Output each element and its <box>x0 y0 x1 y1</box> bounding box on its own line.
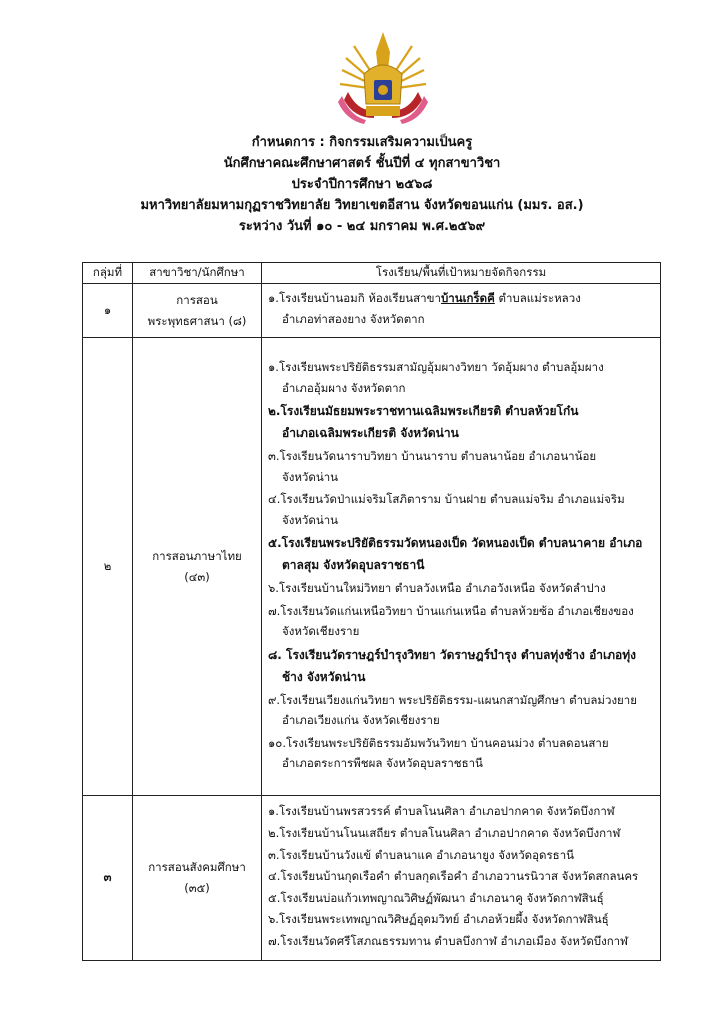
school-location-cont: อำเภอท่าสองยาง จังหวัดตาก <box>282 311 425 326</box>
list-item <box>268 601 656 642</box>
list-item: ๕.โรงเรียนบ่อแก้วเทพญาณวิศิษฏ์พัฒนา อำเภอนาคู จังหวัดกาฬสินธุ์ <box>268 890 604 905</box>
subject-name: การสอน <box>176 292 218 307</box>
subject-name: การสอนภาษาไทย <box>152 548 242 563</box>
header-academic-year: ประจำปีการศึกษา ๒๕๖๘ <box>291 177 433 192</box>
school-line: ๓.โรงเรียนวัดนาราบวิทยา บ้านนาราบ ตำบลนาน้อย อำเภอนาน้อย <box>268 449 597 464</box>
school-line-cont: ตาลสุม จังหวัดอุบลราชธานี <box>282 558 425 573</box>
school-line: ๕.โรงเรียนพระปริยัติธรรมวัดหนองเป็ด วัดหนองเป็ด ตำบลนาคาย อำเภอ <box>268 536 643 551</box>
table-row <box>83 338 661 796</box>
list-item <box>268 446 656 487</box>
group-number: ๒ <box>83 338 133 796</box>
school-line: ๖.โรงเรียนบ้านใหม่วิทยา ตำบลวังเหนือ อำเภอวังเหนือ จังหวัดลำปาง <box>268 581 606 596</box>
school-line: ๑๐.โรงเรียนพระปริยัติธรรมอัมพวันวิทยา บ้านคอนม่วง ตำบลดอนสาย <box>268 735 609 750</box>
school-location: ตำบลแม่ระหลวง <box>494 291 581 305</box>
school-line: ๘. โรงเรียนวัดราษฎร์บำรุงวิทยา วัดราษฎร์บำรุง ตำบลทุ่งช้าง อำเภอทุ่ง <box>268 647 636 662</box>
school-line-cont: อำเภอตระการพืชผล จังหวัดอุบลราชธานี <box>282 756 483 771</box>
school-line: ๙.โรงเรียนเวียงแก่นวิทยา พระปริยัติธรรม-แผนกสามัญศึกษา ตำบลม่วงยาย <box>268 692 637 707</box>
university-emblem-icon <box>334 30 432 126</box>
table-row <box>83 796 661 961</box>
list-item <box>268 288 656 329</box>
schedule-table <box>82 262 661 961</box>
emblem-core <box>378 85 388 95</box>
list-item <box>268 578 656 599</box>
school-line-cont: อำเภอเวียงแก่น จังหวัดเชียงราย <box>282 713 440 728</box>
list-item: ๔.โรงเรียนบ้านกุดเรือคำ ตำบลกุดเรือคำ อำเภอวานรนิวาส จังหวัดสกลนคร <box>268 869 639 884</box>
group-number: ๓ <box>83 796 133 961</box>
group-number: ๑ <box>83 284 133 338</box>
school-line: ๔.โรงเรียนวัดป่าแม่จริมโสภิตาราม บ้านฝาย ตำบลแม่จริม อำเภอแม่จริม <box>268 492 625 507</box>
list-item <box>268 357 656 398</box>
table-header-row <box>83 263 661 284</box>
school-line: ๒.โรงเรียนมัธยมพระราชทานเฉลิมพระเกียรติ ตำบลห้วยโก๋น <box>268 404 579 419</box>
subject-count: (๔๓) <box>184 569 210 584</box>
list-item <box>268 489 656 530</box>
header-target-schools: โรงเรียน/พื้นที่เป้าหมายจัดกิจกรรม <box>262 263 661 284</box>
school-line-cont: ช้าง จังหวัดน่าน <box>282 669 366 684</box>
subject-name: การสอนสังคมศึกษา <box>148 860 246 874</box>
branch-name: บ้านเกร็ดคี <box>440 291 495 305</box>
list-item: ๒.โรงเรียนบ้านโนนเสถียร ตำบลโนนศิลา อำเภอปากคาด จังหวัดบึงกาฬ <box>268 826 621 841</box>
header-title: กำหนดการ : กิจกรรมเสริมความเป็นครู <box>251 135 473 150</box>
school-list <box>262 338 661 796</box>
subject-count: (๓๕) <box>184 881 210 895</box>
emblem-spire <box>376 32 390 70</box>
header-students: นักศึกษาคณะศึกษาศาสตร์ ชั้นปีที่ ๔ ทุกสาขาวิชา <box>223 156 501 171</box>
list-item <box>268 400 656 444</box>
school-line-cont: จังหวัดน่าน <box>282 469 339 484</box>
emblem-base <box>366 106 400 116</box>
school-line-cont: จังหวัดเชียงราย <box>282 624 360 639</box>
list-item: ๗.โรงเรียนวัดศรีโสภณธรรมทาน ตำบลบึงกาฬ อำเภอเมือง จังหวัดบึงกาฬ <box>268 933 628 948</box>
list-item <box>268 690 656 731</box>
school-name: ๑.โรงเรียนบ้านอมกิ ห้องเรียนสาขา <box>268 291 441 305</box>
school-list <box>262 796 661 961</box>
table-row <box>83 284 661 338</box>
school-line-cont: จังหวัดน่าน <box>282 512 339 527</box>
subject-cell <box>133 338 262 796</box>
school-line: ๗.โรงเรียนวัดแก่นเหนือวิทยา บ้านแก่นเหนือ ตำบลห้วยซ้อ อำเภอเชียงของ <box>268 603 634 618</box>
header-group: กลุ่มที่ <box>83 263 133 284</box>
school-line-cont: อำเภออุ้มผาง จังหวัดตาก <box>282 380 406 395</box>
list-item: ๓.โรงเรียนบ้านวังแข้ ตำบลนาแค อำเภอนายูง จังหวัดอุดรธานี <box>268 847 575 862</box>
header-date-range: ระหว่าง วันที่ ๑๐ - ๒๔ มกราคม พ.ศ.๒๕๖๙ <box>238 219 486 234</box>
header-subject: สาขาวิชา/นักศึกษา <box>133 263 262 284</box>
subject-cell <box>133 284 262 338</box>
header-university: มหาวิทยาลัยมหามกุฏราชวิทยาลัย วิทยาเขตอีสาน จังหวัดขอนแก่น (มมร. อส.) <box>140 198 584 213</box>
school-line: ๑.โรงเรียนพระปริยัติธรรมสามัญอุ้มผางวิทยา วัดอุ้มผาง ตำบลอุ้มผาง <box>268 360 604 375</box>
subject-cell <box>133 796 262 961</box>
list-item <box>268 733 656 774</box>
list-item: ๖.โรงเรียนพระเทพญาณวิศิษฏ์อุดมวิทย์ อำเภอห้วยผึ้ง จังหวัดกาฬสินธุ์ <box>268 912 609 927</box>
list-item <box>268 644 656 688</box>
subject-count: พระพุทธศาสนา (๘) <box>147 313 247 328</box>
school-list <box>262 284 661 338</box>
document-header <box>0 132 724 237</box>
list-item <box>268 532 656 576</box>
list-item: ๑.โรงเรียนบ้านพรสวรรค์ ตำบลโนนศิลา อำเภอปากคาด จังหวัดบึงกาฬ <box>268 804 615 819</box>
school-line-cont: อำเภอเฉลิมพระเกียรติ จังหวัดน่าน <box>282 426 459 441</box>
